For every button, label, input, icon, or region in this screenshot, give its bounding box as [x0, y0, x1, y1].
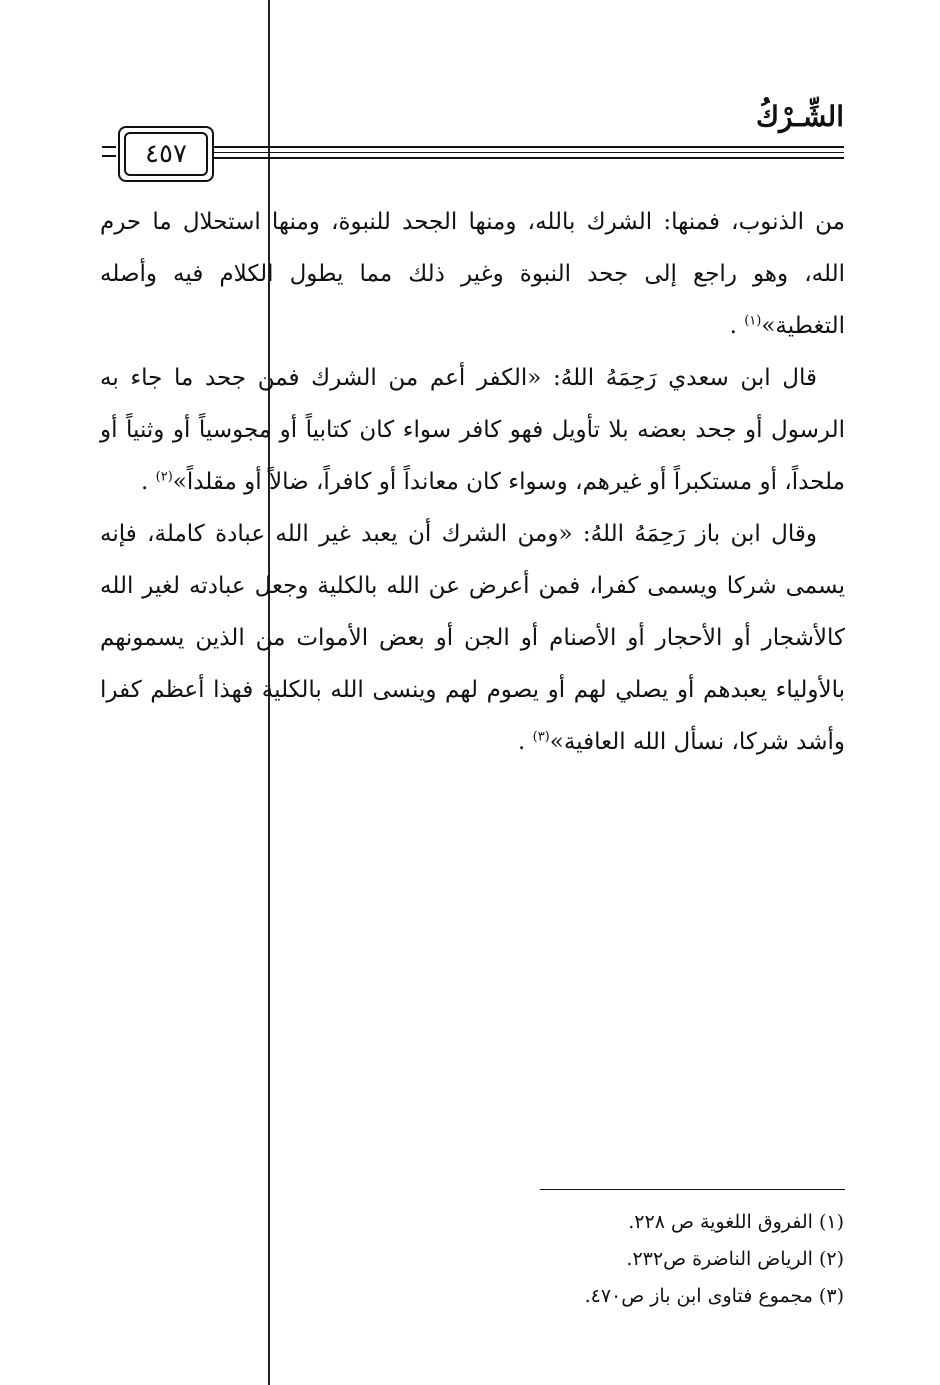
footnote-ref: (١)	[744, 313, 762, 329]
footnote-item: (٣) مجموع فتاوى ابن باز ص٤٧٠.	[584, 1285, 844, 1307]
paragraph-text: من الذنوب، فمنها: الشرك بالله، ومنها الجحد للنبوة، ومنها استحلال ما حرم الله، وهو راجع إلى جحد النبوة وغير ذلك مما يطول الكلام فيه وأصله التغطية»	[100, 209, 845, 339]
header-rule	[212, 146, 844, 148]
paragraph-end: .	[729, 313, 737, 339]
paragraph	[100, 508, 845, 768]
footnote-separator	[540, 1189, 845, 1190]
page-title: الشِّـرْكُ	[755, 100, 844, 133]
paragraph	[100, 352, 845, 508]
ornament-dash	[102, 146, 116, 148]
ornament-dash	[102, 155, 116, 157]
paragraph	[100, 196, 845, 352]
footnote-ref: (٢)	[155, 469, 173, 485]
page-number: ٤٥٧	[124, 132, 208, 176]
footnote-ref: (٣)	[532, 729, 550, 745]
header-rule	[212, 157, 844, 159]
footnote-item: (٢) الرياض الناضرة ص٢٣٢.	[626, 1248, 844, 1270]
paragraph-text: قال ابن سعدي رَحِمَهُ اللهُ: «الكفر أعم من الشرك فمن جحد ما جاء به الرسول أو جحد بعضه بلا تأويل فهو كافر سواء كان كتابياً أو مجوسياً أو وثنياً أو ملحداً، أو مستكبراً أو غيرهم، وسواء كان معانداً أو كافراً، ضالاً أو مقلداً»	[100, 365, 845, 495]
footnote-item: (١) الفروق اللغوية ص ٢٢٨.	[628, 1211, 844, 1233]
paragraph-end: .	[517, 729, 526, 755]
footnotes	[585, 1204, 844, 1315]
body-text	[100, 196, 845, 768]
header-rule	[212, 152, 844, 153]
paragraph-text: وقال ابن باز رَحِمَهُ اللهُ: «ومن الشرك أن يعبد غير الله عبادة كاملة، فإنه يسمى شركا ويسمى كفرا، فمن أعرض عن الله بالكلية وجعل عبادته لغير الله كالأشجار أو الأحجار أو الأصنام أو الجن أو بعض الأموات من الذين يسمونهم بالأولياء يعبدهم أو يصلي لهم أو يصوم لهم وينسى الله بالكلية فهذا أعظم كفرا وأشد شركا، نسأل الله العافية»	[100, 521, 845, 755]
paragraph-end: .	[141, 469, 149, 495]
